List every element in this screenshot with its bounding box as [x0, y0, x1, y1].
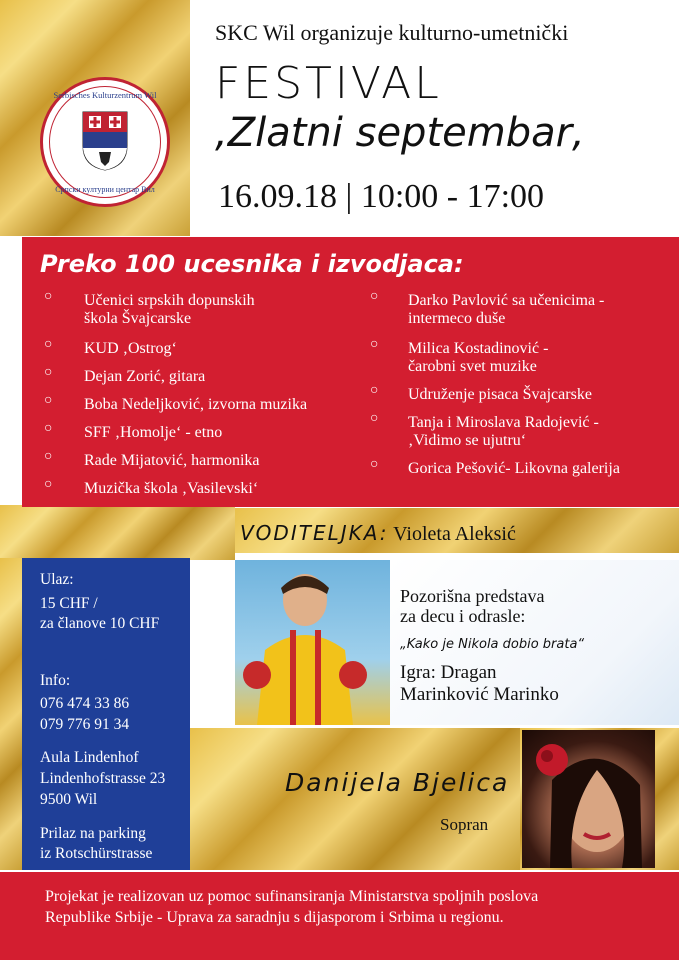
host-name: Violeta Aleksić: [393, 523, 516, 545]
organizer-line: SKC Wil organizuje kulturno-umetnički: [215, 20, 569, 45]
entry-price: 15 CHF /: [40, 595, 98, 612]
shield-icon: [81, 110, 129, 172]
item-line: Muzička škola ‚Vasilevski‘: [84, 480, 259, 497]
participants-heading: Preko 100 ucesnika i izvodjaca:: [40, 250, 464, 278]
parking-info: Prilaz na parking: [40, 825, 146, 842]
play-photo: [235, 560, 390, 725]
item-line: KUD ‚Ostrog‘: [84, 340, 177, 357]
item-line: Rade Mijatović, harmonika: [84, 452, 260, 469]
gold-background-left-strip: [0, 558, 22, 870]
info-label: Info:: [40, 672, 71, 689]
bullet-icon: ○: [44, 477, 53, 492]
bullet-icon: ○: [44, 337, 53, 352]
singer-portrait-icon: [522, 730, 655, 868]
members-price: za članove 10 CHF: [40, 615, 160, 632]
item-line: Gorica Pešović- Likovna galerija: [408, 460, 620, 477]
singer-name: Danijela Bjelica: [285, 768, 510, 797]
logo-top-text: Serbisches Kulturzentrum Wil: [53, 90, 157, 100]
bullet-icon: ○: [370, 457, 379, 472]
item-line: Dejan Zorić, gitara: [84, 368, 206, 385]
date-time: [218, 178, 544, 216]
singer-photo: [522, 730, 655, 868]
item-line: intermeco duše: [408, 310, 506, 327]
item-line: Tanja i Miroslava Radojević -: [408, 414, 599, 431]
festival-name: ‚Zlatni septembar‚: [215, 110, 585, 156]
item-line: SFF ‚Homolje‘ - etno: [84, 424, 223, 441]
skc-wil-logo: [40, 77, 170, 207]
phone-number: 079 776 91 34: [40, 716, 130, 733]
gold-background-left-mid: [0, 505, 235, 560]
bullet-icon: ○: [44, 393, 53, 408]
event-date: 16.09.18: [218, 178, 337, 215]
item-line: Milica Kostadinović -: [408, 340, 549, 357]
item-line: ‚Vidimo se ujutru‘: [408, 432, 527, 449]
gold-background-singer: [190, 728, 520, 870]
bullet-icon: ○: [370, 383, 379, 398]
phone-number: 076 474 33 86: [40, 695, 130, 712]
play-credits-line: Igra: Dragan: [400, 662, 497, 683]
item-line: Darko Pavlović sa učenicima -: [408, 292, 605, 309]
item-line: Učenici srpskih dopunskih: [84, 292, 255, 309]
play-title-line: za decu i odrasle:: [400, 606, 526, 626]
logo-bottom-text: Српски културни центар Вил: [55, 185, 155, 194]
bullet-icon: ○: [370, 411, 379, 426]
info-panel: [22, 558, 190, 870]
entry-label: Ulaz:: [40, 571, 74, 588]
item-line: škola Švajcarske: [84, 310, 192, 327]
parking-info: iz Rotschürstrasse: [40, 845, 153, 862]
play-credits-line: Marinković Marinko: [400, 684, 559, 705]
festival-title: FESTIVAL: [215, 58, 442, 109]
actor-illustration-icon: [235, 560, 390, 725]
play-title-line: Pozorišna predstava: [400, 586, 545, 606]
item-line: Udruženje pisaca Švajcarske: [408, 386, 592, 403]
host-line: [240, 521, 516, 546]
bullet-icon: ○: [44, 289, 53, 304]
footer-panel: [0, 872, 679, 960]
item-line: čarobni svet muzike: [408, 358, 537, 375]
event-time: 10:00 - 17:00: [360, 178, 545, 215]
date-separator: |: [345, 178, 353, 215]
footer-text: Republike Srbije - Uprava za saradnju s dijasporom i Srbima u regionu.: [45, 909, 504, 926]
footer-text: Projekat je realizovan uz pomoc sufinansiranja Ministarstva spoljnih poslova: [45, 888, 539, 905]
bullet-icon: ○: [370, 289, 379, 304]
venue-street: Lindenhofstrasse 23: [40, 770, 166, 787]
bullet-icon: ○: [44, 365, 53, 380]
play-credits: [400, 662, 559, 706]
host-label: VODITELJKA:: [240, 521, 389, 545]
play-name: „Kako je Nikola dobio brata“: [400, 637, 585, 652]
bullet-icon: ○: [44, 421, 53, 436]
item-line: Boba Nedeljković, izvorna muzika: [84, 396, 308, 413]
venue-name: Aula Lindenhof: [40, 749, 139, 766]
bullet-icon: ○: [370, 337, 379, 352]
singer-role: Sopran: [440, 815, 489, 834]
play-title: [400, 586, 544, 626]
bullet-icon: ○: [44, 449, 53, 464]
venue-city: 9500 Wil: [40, 791, 98, 808]
